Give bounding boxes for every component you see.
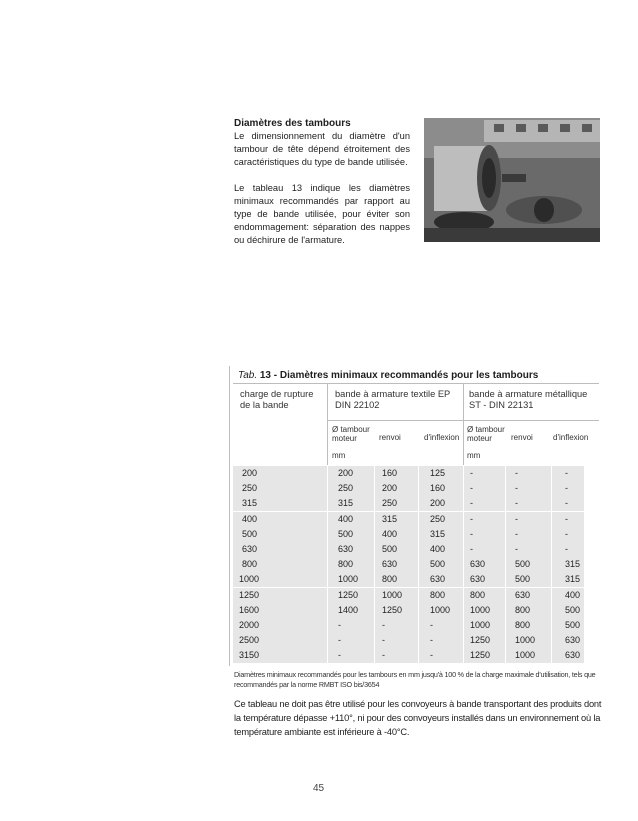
row-divider [418, 618, 419, 633]
cell-steel-return: - [515, 483, 518, 494]
subheader-steel-return: renvoi [511, 433, 533, 442]
cell-steel-snub: 315 [565, 574, 581, 585]
subheader-steel-drive: Ø tambour moteur [467, 425, 505, 443]
cell-steel-drive: 1250 [470, 635, 491, 646]
row-divider [327, 618, 328, 633]
cell-steel-drive: 1000 [470, 620, 491, 630]
cell-textile-snub: - [430, 620, 433, 630]
cell-textile-drive: 800 [338, 559, 354, 570]
table-row [233, 466, 584, 481]
row-divider [327, 557, 328, 572]
row-divider [505, 496, 506, 511]
cell-textile-snub: 1000 [430, 604, 451, 615]
row-divider [463, 466, 464, 481]
table-row [233, 527, 584, 542]
row-divider [418, 512, 419, 527]
cell-steel-snub: 500 [565, 620, 581, 630]
row-divider [374, 481, 375, 496]
cell-textile-drive: - [338, 650, 341, 661]
table-row [233, 542, 584, 557]
cell-steel-return: 1000 [515, 635, 536, 646]
cell-textile-return: 800 [382, 574, 398, 585]
row-divider [551, 588, 552, 603]
cell-steel-snub: - [565, 468, 568, 478]
cell-textile-drive: 1250 [338, 589, 359, 600]
header-divider-1 [327, 384, 328, 465]
subheader-textile-drive: Ø tambour moteur [332, 425, 370, 443]
page-number: 45 [313, 783, 325, 794]
cell-steel-drive: - [470, 468, 473, 478]
caption-lead: Tab. [238, 370, 258, 381]
cell-steel-return: - [515, 498, 518, 509]
cell-steel-snub: - [565, 513, 568, 524]
cell-charge: 250 [242, 483, 258, 494]
row-divider [505, 588, 506, 603]
warning-paragraph: Ce tableau ne doit pas être utilisé pour les convoyeurs à bande transportant des produits dont la température dépasse +110°, ni pour des convoyeurs installés dans un environnement où la température ambiante est inférieure à -40°C. [234, 699, 602, 737]
cell-textile-snub: 400 [430, 544, 446, 554]
section-title: Diamètres des tambours [234, 118, 351, 129]
header-top-rule [233, 383, 599, 384]
cell-steel-return: 1000 [515, 650, 536, 661]
row-divider [374, 648, 375, 663]
cell-steel-drive: 630 [470, 574, 486, 585]
row-divider [505, 648, 506, 663]
subheader-steel-snub: d'inflexion [553, 433, 589, 442]
row-divider [463, 572, 464, 587]
row-divider [374, 496, 375, 511]
cell-charge: 3150 [239, 650, 260, 661]
cell-charge: 200 [242, 468, 258, 478]
row-divider [551, 572, 552, 587]
table-row [233, 603, 584, 618]
cell-textile-drive: 200 [338, 468, 354, 478]
row-divider [327, 588, 328, 603]
cell-textile-snub: - [430, 650, 433, 661]
row-divider [418, 466, 419, 481]
row-divider [418, 648, 419, 663]
row-divider [463, 481, 464, 496]
row-divider [327, 512, 328, 527]
cell-steel-return: - [515, 528, 518, 539]
table-left-rule [229, 366, 230, 666]
cell-steel-return: - [515, 468, 518, 478]
row-divider [374, 542, 375, 557]
row-divider [463, 618, 464, 633]
row-divider [327, 496, 328, 511]
cell-steel-snub: - [565, 544, 568, 554]
row-divider [551, 512, 552, 527]
row-divider [463, 603, 464, 618]
cell-textile-return: 250 [382, 498, 398, 509]
row-divider [374, 588, 375, 603]
row-divider [374, 466, 375, 481]
cell-charge: 2500 [239, 635, 260, 646]
intro-paragraph-1: Le dimensionnement du diamètre d'un tambour de tête dépend étroitement des caractéristiques du type de bande utilisée. [234, 131, 410, 167]
row-divider [551, 633, 552, 648]
cell-steel-drive: - [470, 498, 473, 509]
cell-textile-drive: - [338, 620, 341, 630]
cell-textile-return: 400 [382, 528, 398, 539]
cell-steel-snub: 500 [565, 604, 581, 615]
row-divider [418, 633, 419, 648]
cell-steel-snub: - [565, 528, 568, 539]
cell-textile-return: 200 [382, 483, 398, 494]
row-divider [505, 542, 506, 557]
row-divider [327, 527, 328, 542]
table-row [233, 512, 584, 527]
row-divider [418, 496, 419, 511]
cell-textile-drive: 400 [338, 513, 354, 524]
table-row [233, 572, 584, 587]
row-divider [374, 572, 375, 587]
cell-textile-return: 500 [382, 544, 398, 554]
cell-textile-return: 630 [382, 559, 398, 570]
cell-textile-return: 315 [382, 513, 398, 524]
row-divider [327, 603, 328, 618]
header-divider-2 [463, 384, 464, 465]
cell-steel-snub: 315 [565, 559, 581, 570]
cell-textile-drive: 315 [338, 498, 354, 509]
cell-charge: 1600 [239, 604, 260, 615]
row-divider [463, 512, 464, 527]
unit-textile: mm [332, 451, 346, 460]
cell-steel-drive: - [470, 483, 473, 494]
row-divider [418, 542, 419, 557]
row-divider [374, 557, 375, 572]
cell-textile-return: 1000 [382, 589, 403, 600]
cell-textile-snub: 125 [430, 468, 446, 478]
row-divider [418, 603, 419, 618]
cell-textile-snub: 250 [430, 513, 446, 524]
cell-textile-drive: 1400 [338, 604, 359, 615]
row-divider [327, 572, 328, 587]
cell-textile-snub: 500 [430, 559, 446, 570]
row-divider [551, 542, 552, 557]
cell-charge: 400 [242, 513, 258, 524]
cell-textile-snub: - [430, 635, 433, 646]
subheader-textile-return: renvoi [379, 433, 401, 442]
row-divider [551, 648, 552, 663]
unit-steel: mm [467, 451, 481, 460]
cell-textile-return: 160 [382, 468, 398, 478]
row-divider [327, 633, 328, 648]
drum-photo-drawing [424, 118, 600, 242]
cell-steel-drive: - [470, 513, 473, 524]
row-divider [505, 603, 506, 618]
cell-charge: 315 [242, 498, 258, 509]
row-divider [505, 527, 506, 542]
cell-textile-drive: - [338, 635, 341, 646]
row-divider [327, 481, 328, 496]
group-header-steel: bande à armature métallique ST - DIN 22131 [469, 389, 588, 410]
row-divider [505, 512, 506, 527]
cell-textile-snub: 160 [430, 483, 446, 494]
cell-charge: 2000 [239, 620, 260, 630]
row-divider [463, 648, 464, 663]
cell-steel-return: 630 [515, 589, 531, 600]
cell-steel-snub: - [565, 483, 568, 494]
row-divider [374, 603, 375, 618]
cell-steel-drive: - [470, 544, 473, 554]
conveyor-drum-photo [424, 118, 600, 242]
row-divider [551, 557, 552, 572]
row-divider [374, 527, 375, 542]
row-divider [418, 527, 419, 542]
row-divider [374, 512, 375, 527]
cell-steel-snub: - [565, 498, 568, 509]
row-divider [418, 588, 419, 603]
row-divider [505, 557, 506, 572]
row-divider [551, 466, 552, 481]
cell-textile-return: - [382, 650, 385, 661]
table-row [233, 557, 584, 572]
group-header-textile: bande à armature textile EP DIN 22102 [335, 389, 451, 410]
cell-textile-snub: 630 [430, 574, 446, 585]
table-caption [238, 370, 538, 381]
row-divider [463, 588, 464, 603]
cell-steel-drive: 630 [470, 559, 486, 570]
subheader-textile-snub: d'inflexion [424, 433, 460, 442]
row-divider [327, 648, 328, 663]
cell-textile-return: 1250 [382, 604, 403, 615]
cell-textile-snub: 315 [430, 528, 446, 539]
cell-steel-drive: 800 [470, 589, 486, 600]
table-row [233, 588, 584, 603]
cell-steel-drive: 1250 [470, 650, 491, 661]
row-divider [505, 466, 506, 481]
table-row [233, 496, 584, 511]
cell-charge: 800 [242, 559, 258, 570]
row-divider [418, 481, 419, 496]
row-divider [327, 466, 328, 481]
row-divider [463, 633, 464, 648]
row-divider [551, 527, 552, 542]
cell-steel-drive: 1000 [470, 604, 491, 615]
row-divider [463, 557, 464, 572]
cell-steel-return: 500 [515, 574, 531, 585]
row-divider [463, 542, 464, 557]
caption-number: 13 [259, 370, 271, 381]
row-divider [551, 481, 552, 496]
cell-steel-return: - [515, 513, 518, 524]
intro-text [234, 130, 410, 260]
row-divider [551, 618, 552, 633]
cell-charge: 1250 [239, 589, 260, 600]
intro-paragraph-2: Le tableau 13 indique les diamètres minimaux recommandés par rapport au type de bande utilisée, pour éviter son endommagement: séparation des nappes ou déchirure de l'armature. [234, 183, 410, 245]
cell-steel-snub: 630 [565, 635, 581, 646]
cell-steel-snub: 630 [565, 650, 581, 661]
caption-text: - Diamètres minimaux recommandés pour les tambours [273, 370, 539, 381]
cell-charge: 630 [242, 544, 258, 554]
cell-steel-drive: - [470, 528, 473, 539]
row-divider [463, 496, 464, 511]
row-divider [551, 496, 552, 511]
cell-textile-drive: 630 [338, 544, 354, 554]
row-divider [418, 557, 419, 572]
cell-textile-drive: 1000 [338, 574, 359, 585]
cell-steel-return: - [515, 544, 518, 554]
cell-steel-return: 800 [515, 620, 531, 630]
table-row [233, 618, 584, 633]
row-divider [551, 603, 552, 618]
subheader-rule [328, 420, 599, 421]
cell-textile-return: - [382, 635, 385, 646]
cell-steel-return: 500 [515, 559, 531, 570]
row-divider [374, 633, 375, 648]
row-divider [505, 618, 506, 633]
row-divider [418, 572, 419, 587]
cell-steel-return: 800 [515, 604, 531, 615]
cell-steel-snub: 400 [565, 589, 581, 600]
cell-textile-snub: 200 [430, 498, 446, 509]
row-divider [374, 618, 375, 633]
row-divider [505, 572, 506, 587]
table-row [233, 481, 584, 496]
col-header-breaking-load: charge de rupture de la bande [240, 389, 314, 410]
row-divider [505, 481, 506, 496]
table-footnote: Diamètres minimaux recommandés pour les tambours en mm jusqu'à 100 % de la charge maximale d'utilisation, tels que recommandés par la norme RMBT ISO bis/3654 [234, 670, 596, 689]
row-divider [463, 527, 464, 542]
cell-charge: 1000 [239, 574, 260, 585]
cell-textile-drive: 500 [338, 528, 354, 539]
cell-textile-drive: 250 [338, 483, 354, 494]
row-divider [505, 633, 506, 648]
cell-textile-snub: 800 [430, 589, 446, 600]
row-divider [327, 542, 328, 557]
cell-textile-return: - [382, 620, 385, 630]
cell-charge: 500 [242, 528, 258, 539]
